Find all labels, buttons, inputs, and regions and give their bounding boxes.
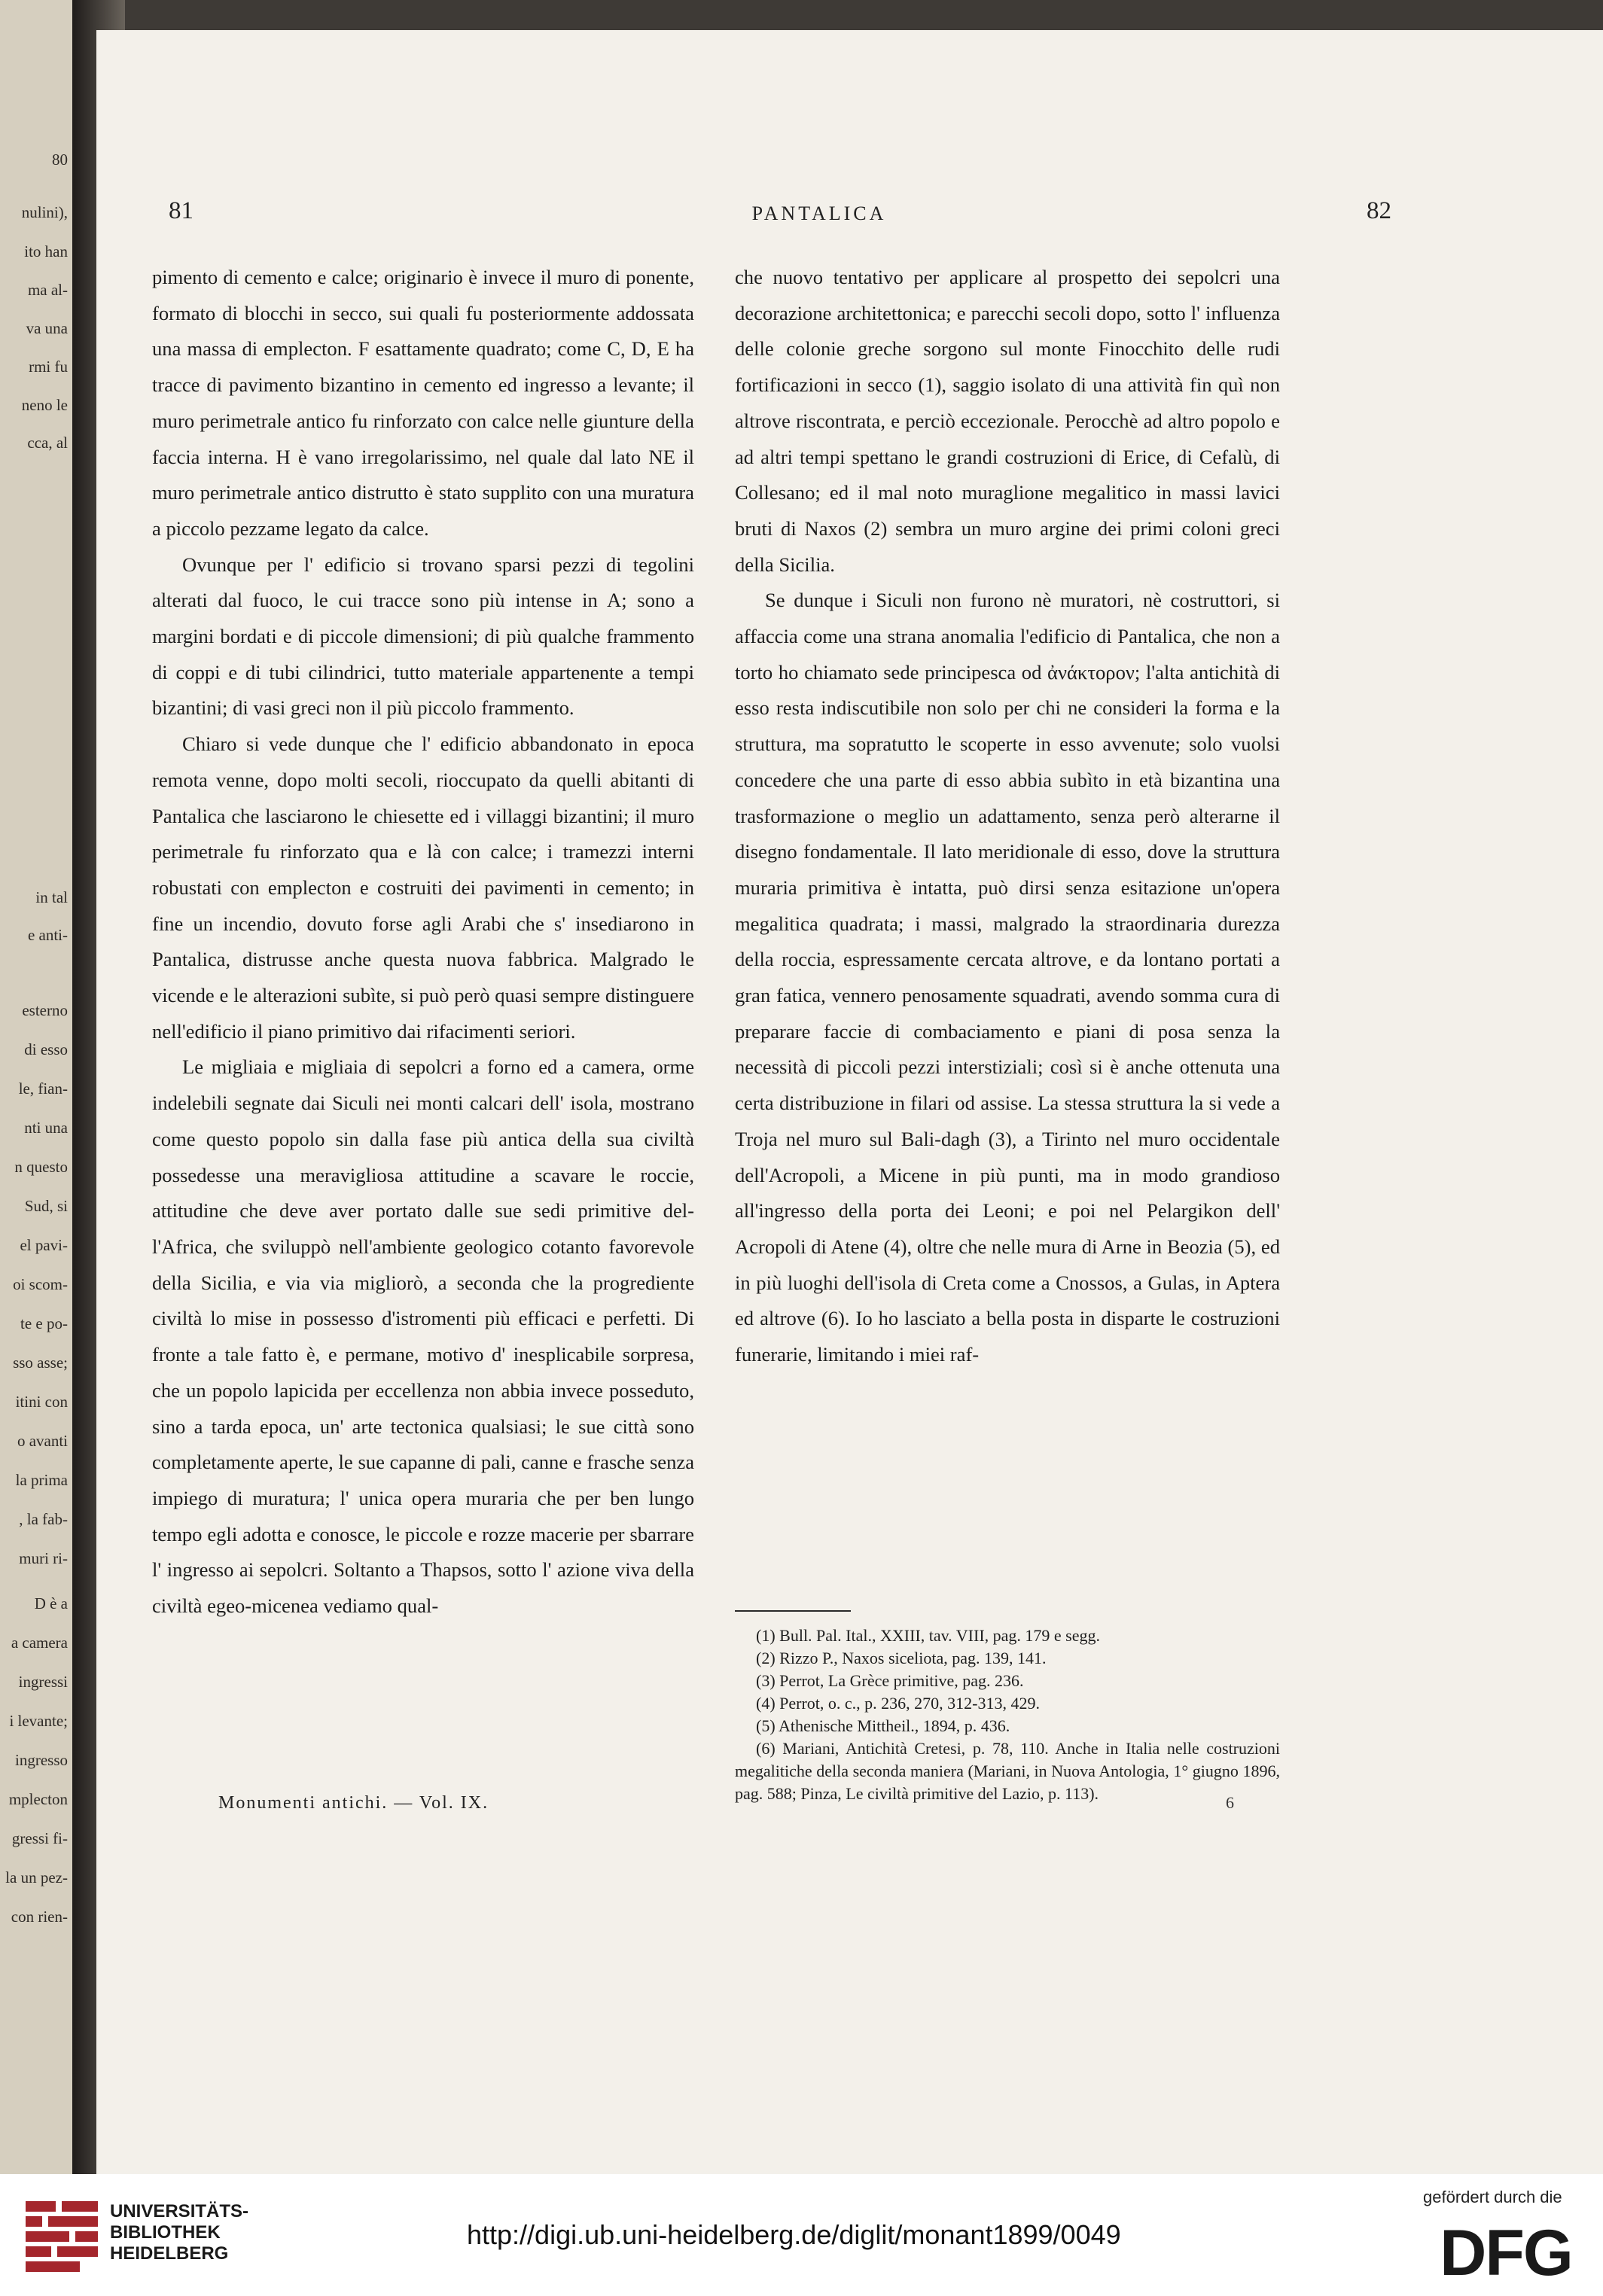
previous-page-text: rmi fu (29, 358, 68, 376)
previous-page-text: ingressi (18, 1673, 68, 1691)
previous-page-text: e anti- (27, 926, 68, 944)
previous-page-text: la un pez- (5, 1868, 68, 1886)
previous-page-text: neno le (21, 396, 68, 414)
page-number-right: 82 (1367, 197, 1391, 224)
previous-page-text: te e po- (20, 1314, 68, 1332)
sheet-signature: 6 (1226, 1793, 1234, 1812)
dfg-logo-icon (1431, 2215, 1581, 2284)
previous-page-text: i levante; (9, 1712, 68, 1730)
previous-page-text: con rien- (11, 1908, 68, 1926)
previous-page-text: va una (26, 319, 68, 337)
previous-page-text: itini con (15, 1393, 68, 1411)
library-name-line: BIBLIOTHEK (110, 2222, 221, 2243)
previous-page-text: , la fab- (19, 1510, 68, 1528)
paragraph: Ovunque per l' edificio si trovano sparsi pezzi di tegolini alterati dal fuoco, le cui tracce sono più intense in A; sono a margini bordati e di piccole dimensioni; di più qualche frammento di coppi e di tubi cilindrici, tutto materiale appartenente a tempi bizantini; di vasi greci non il più piccolo frammento. (152, 553, 694, 720)
footnote: (6) Mariani, Antichità Cretesi, p. 78, 110. Anche in Italia nelle costruzioni megalitiche della seconda maniera (Mariani, in Nuova Antologia, 1° giugno 1896, pag. 588; Pinza, Le civiltà primitive del Lazio, p. 113). (735, 1739, 1280, 1803)
previous-page-text: el pavi- (20, 1236, 68, 1254)
paragraph: che nuovo tentativo per applicare al prospetto dei sepolcri una decorazione architettonica; e parecchi secoli dopo, sotto l' influenza delle colonie greche sorgono sul monte Finocchito delle rudi fortificazioni in secco (1), saggio isolato di una attività fin quì non altrove riscontrata, e perciò eccezionale. Perocchè ad altro popolo e ad altri tempi spettano le grandi costruzioni di Erice, di Cefalù, di Collesano; ed il mal noto muraglione megalitico in massi lavici bruti di Naxos (2) sembra un muro argine dei primi coloni greci della Sicilia. (735, 266, 1280, 576)
library-logo-block (26, 2201, 56, 2212)
permalink-url[interactable]: http://digi.ub.uni-heidelberg.de/diglit/monant1899/0049 (467, 2219, 1121, 2250)
library-logo-block (48, 2216, 98, 2227)
previous-page-text: di esso (24, 1040, 68, 1058)
library-logo-block (26, 2246, 51, 2257)
footnote: (2) Rizzo P., Naxos siceliota, pag. 139, 141. (756, 1649, 1047, 1667)
dfg-logo-text: DFG (1440, 2217, 1572, 2284)
library-name-line: UNIVERSITÄTS- (110, 2201, 249, 2221)
right-column (735, 260, 1280, 1373)
library-name (110, 2201, 248, 2264)
left-column (152, 260, 694, 1625)
previous-page-text: muri ri- (19, 1549, 68, 1567)
previous-page-text: cca, al (27, 434, 68, 452)
previous-page-text: gressi fi- (11, 1829, 68, 1847)
funding-note: gefördert durch die (1423, 2188, 1562, 2206)
running-title: PANTALICA (751, 202, 887, 224)
library-logo-block (57, 2246, 98, 2257)
previous-page-text: mplecton (8, 1790, 68, 1808)
previous-page-text: a camera (11, 1634, 68, 1652)
footnote-divider (735, 1610, 851, 1612)
footnote: (3) Perrot, La Grèce primitive, pag. 236. (756, 1671, 1024, 1690)
previous-page-text: in tal (35, 888, 68, 906)
previous-page-text: ma al- (27, 281, 68, 299)
library-logo-block (26, 2231, 69, 2242)
previous-page-text: D è a (34, 1594, 68, 1612)
previous-page-text: ingresso (15, 1751, 68, 1769)
library-logo-block (75, 2231, 98, 2242)
previous-page-text: nti una (24, 1119, 68, 1137)
previous-page-text: n questo (14, 1158, 68, 1176)
footnote: (1) Bull. Pal. Ital., XXIII, tav. VIII, pag. 179 e segg. (756, 1626, 1101, 1645)
previous-page-text: ito han (24, 242, 68, 260)
footnote: (5) Athenische Mittheil., 1894, p. 436. (756, 1716, 1010, 1735)
previous-page-text: esterno (22, 1001, 68, 1019)
footer-bar (0, 2174, 1603, 2296)
previous-page-text: le, fian- (18, 1079, 68, 1098)
paragraph: Se dunque i Siculi non furono nè muratori, nè costruttori, si affaccia come una strana anomalia l'edificio di Pantalica, che non a torto ho chiamato sede principesca od ἀνάκτορον; l'alta antichità di esso resta indiscutibile non solo per chi ne consideri la forma e la struttura, ma sopratutto le scoperte in esso avvenute; solo vuolsi concedere che una parte di esso abbia subìto in età bizantina una trasformazione o meglio un adattamento, senza però alterarne il disegno fondamentale. Il lato meridionale di esso, dove la struttura muraria primitiva è intatta, può dirsi senza esitazione un'opera megalitica quadrata; i massi, malgrado la straordinaria durezza della roccia, espressamente cercata altrove, e da lontano portati a gran fatica, vennero penosamente squadrati, avendo somma cura di preparare faccie di combaciamento e piani di posa senza la necessità di piccoli pezzi interstiziali; così si è anche ottenuta una certa distribuzione in filari od assise. La stessa struttura la si vede a Troja nel muro sul Bali-dagh (3), a Tirinto nel muro occidentale dell'Acropoli, a Micene in più punti, ma in modo grandioso all'ingresso della porta dei Leoni; e poi nel Pelargikon dell' Acropoli di Atene (4), oltre che nelle mura di Arne in Beozia (5), ed in più luoghi dell'isola di Creta come a Cnossos, a Gulas, in Aptera ed altrove (6). Io ho lasciato a bella posta in disparte le costruzioni funerarie, limitando i miei raf- (735, 589, 1280, 1366)
library-logo-icon (26, 2201, 98, 2273)
footnotes (735, 1625, 1280, 1805)
document-page (96, 30, 1603, 2174)
paragraph: Chiaro si vede dunque che l' edificio abbandonato in epoca remota venne, dopo molti secoli, rioccupato da quelli abitanti di Pantalica che lasciarono le chiesette ed i villaggi bizantini; il muro perimetrale fu rinforzato qua e là con calce; i tramezzi interni robustati con emplecton e costruiti dei pavimenti in cemento; in fine un incendio, dovuto forse agli Arabi che s' insediarono in Pantalica, distrusse anche questa nuova fabbrica. Malgrado le vicende e le alterazioni subìte, si può però quasi sempre distinguere nell'edificio il piano primitivo dai rifacimenti seriori. (152, 732, 694, 1043)
library-logo-block (26, 2261, 80, 2272)
library-logo-block (62, 2201, 98, 2212)
previous-page-text: oi scom- (13, 1275, 68, 1293)
previous-page-text: 80 (52, 151, 68, 169)
footnote: (4) Perrot, o. c., p. 236, 270, 312-313, 429. (756, 1694, 1041, 1713)
previous-page-edge (0, 0, 72, 2174)
previous-page-text: Sud, si (24, 1197, 68, 1215)
previous-page-text: nulini), (21, 203, 68, 221)
paragraph: pimento di cemento e calce; originario è invece il muro di ponente, formato di blocchi in secco, sui quali fu posteriormente addossata una massa di emplecton. F esattamente quadrato; come C, D, E ha tracce di pavimento bizantino in cemento ed ingresso a levante; il muro perimetrale antico fu rinforzato con calce nelle giunture della faccia interna. H è vano irregolarissimo, nel quale dal lato NE il muro perimetrale antico distrutto è stato supplito con una muratura a piccolo pezzame legato da calce. (152, 266, 694, 540)
page-number-left: 81 (169, 197, 194, 224)
previous-page-text: sso asse; (13, 1354, 68, 1372)
paragraph: Le migliaia e migliaia di sepolcri a forno ed a camera, orme indelebili segnate dai Siculi nei monti calcari dell' isola, mostrano come questo popolo sin dalla fase più antica della sua civiltà possedesse una meravigliosa attitudine a scavare le roccie, attitudine che deve aver portato dalle sue sedi primitive del-l'Africa, che sviluppò nell'ambiente geologico cotanto favorevole della Sicilia, e via via migliorò, a seconda che la progrediente civiltà lo mise in possesso d'istromenti più efficaci e perfetti. Di fronte a tale fatto è, e permane, motivo d' inesplicabile sorpresa, che un popolo lapicida per eccellenza non abbia invece posseduto, sino a tarda epoca, un' arte tectonica qualsiasi; le sue città sono completamente aperte, le sue capanne di pali, canne e frasche senza impiego di muratura; l' unica opera muraria che per ben lungo tempo egli adotta e conosce, le piccole e rozze macerie per sbarrare l' ingresso ai sepolcri. Soltanto a Thapsos, sotto l' azione viva della civiltà egeo-micenea vediamo qual- (152, 1055, 694, 1618)
library-logo-block (26, 2216, 42, 2227)
volume-signature: Monumenti antichi. — Vol. IX. (218, 1793, 489, 1813)
previous-page-text: la prima (15, 1471, 68, 1489)
library-name-line: HEIDELBERG (110, 2243, 229, 2264)
previous-page-text: o avanti (17, 1432, 68, 1450)
